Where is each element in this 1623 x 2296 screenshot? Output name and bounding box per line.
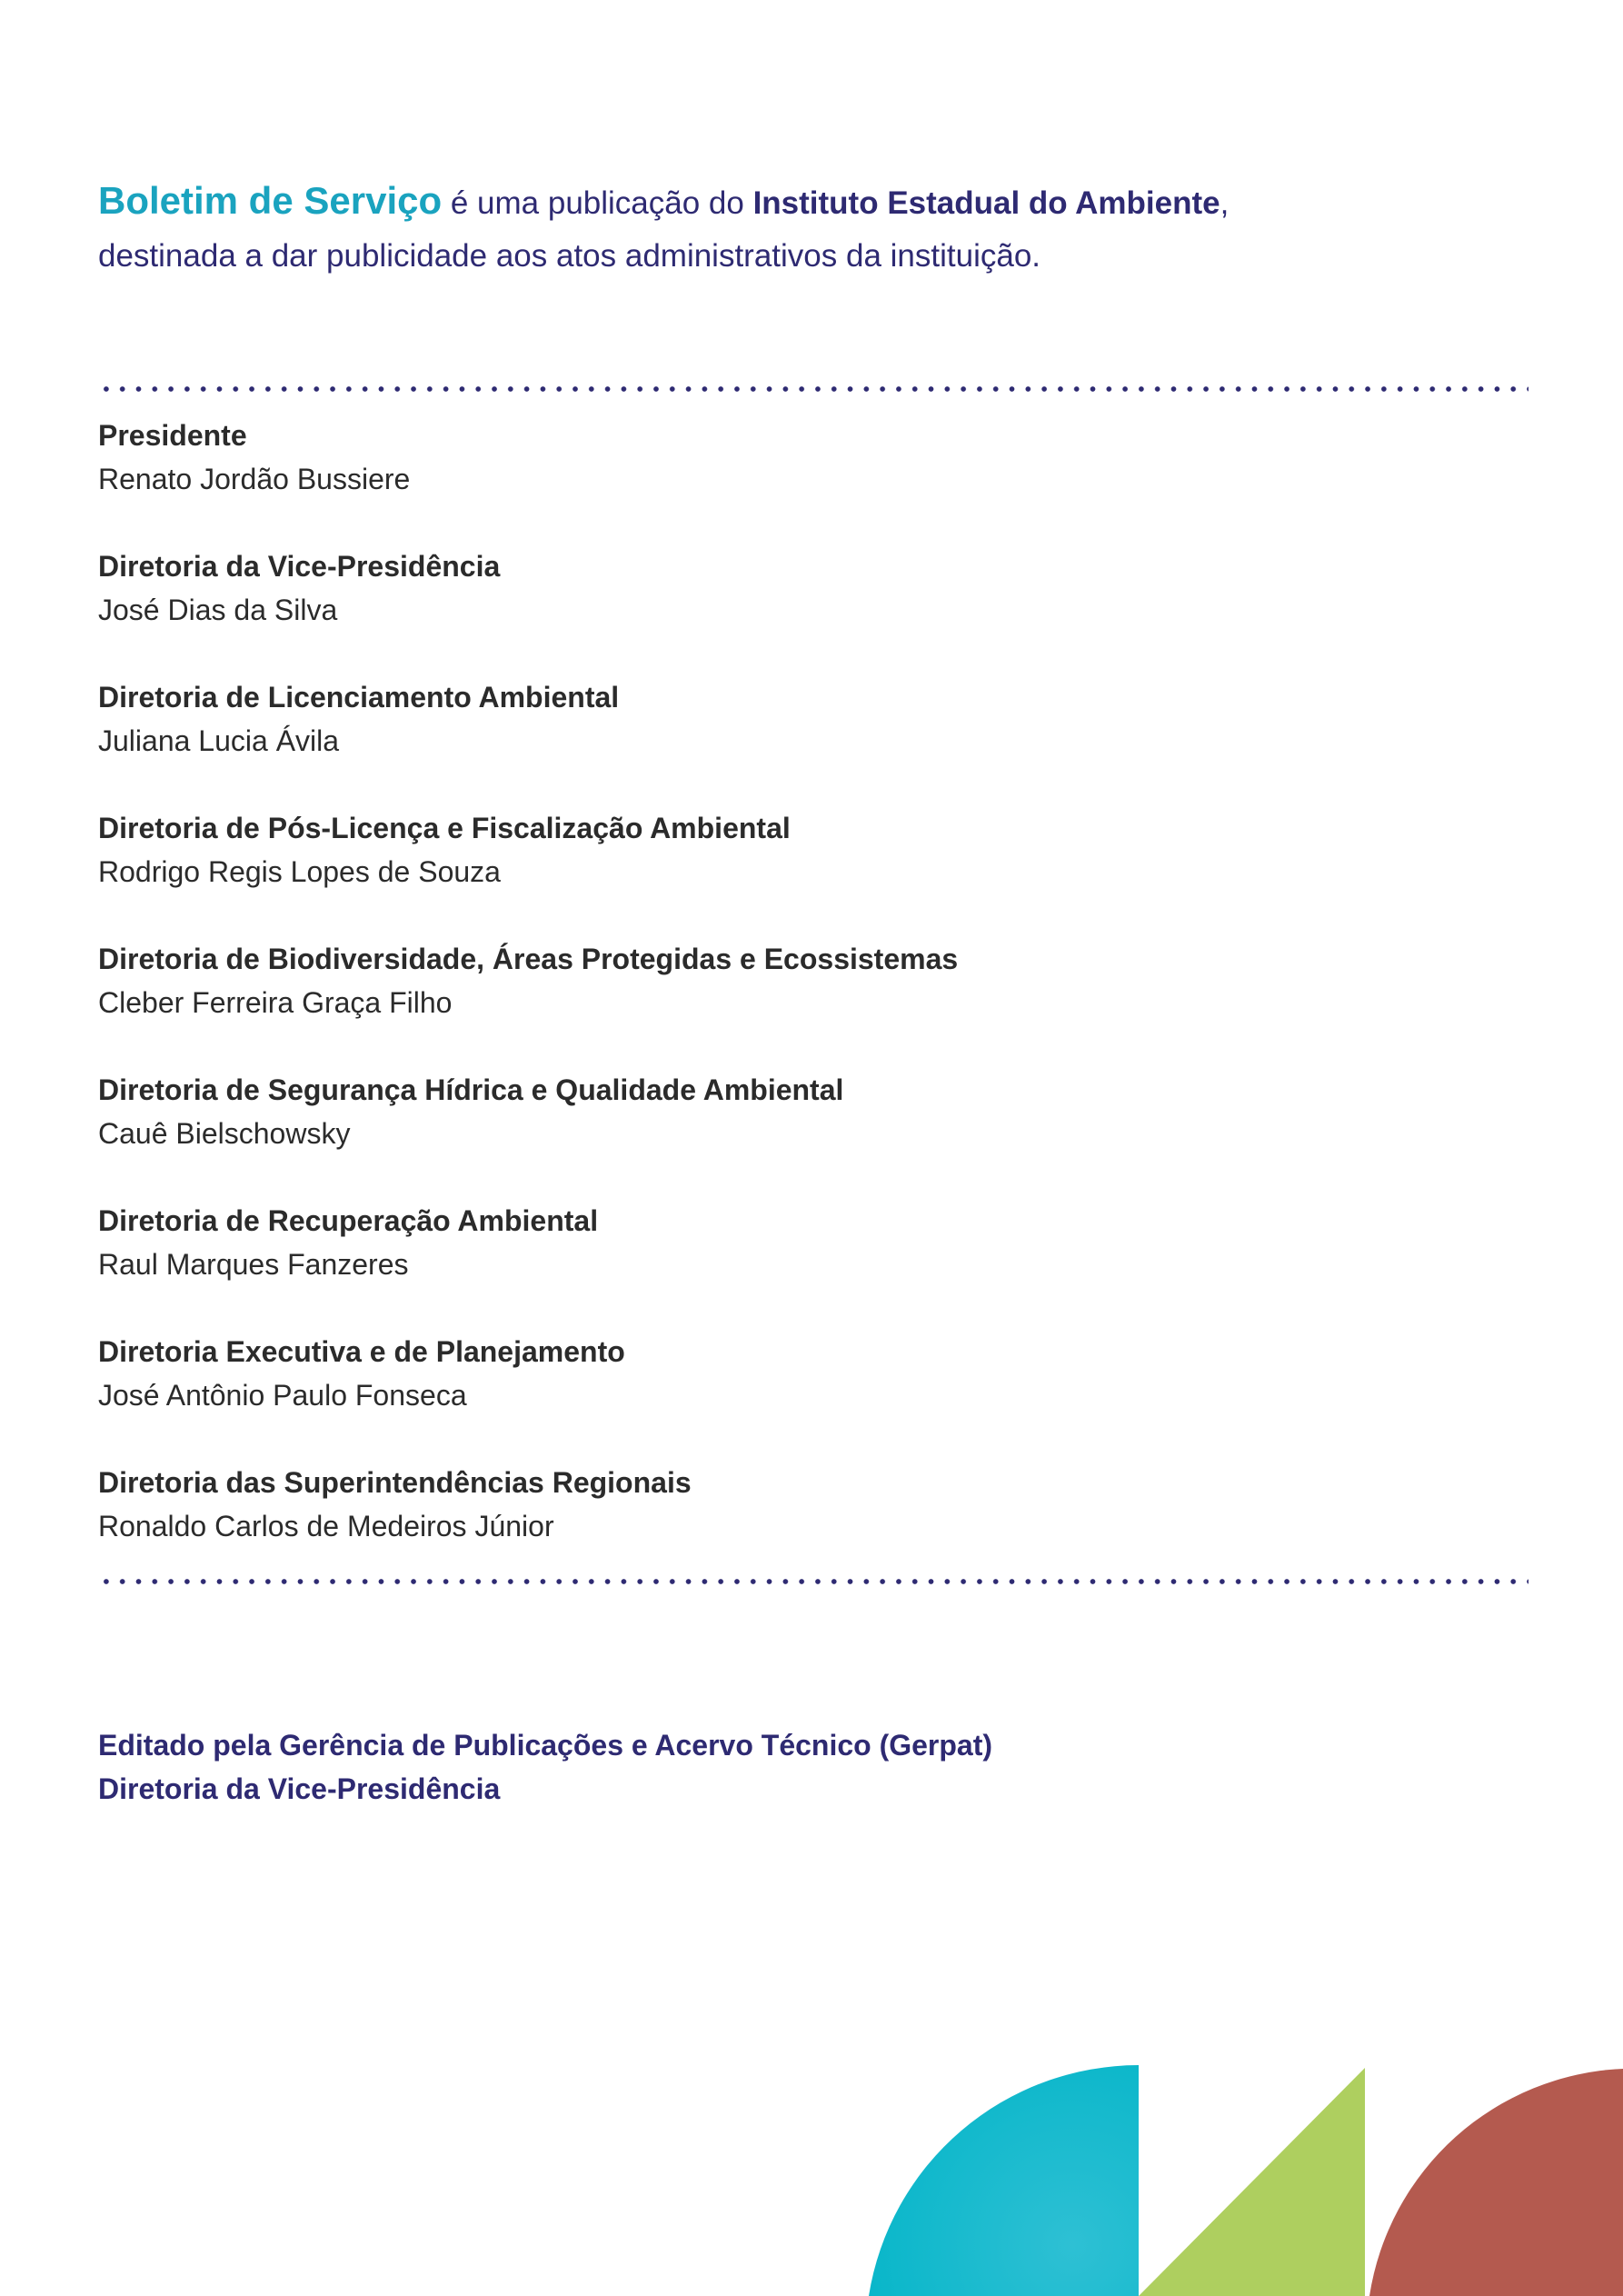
staff-name: Rodrigo Regis Lopes de Souza [98, 855, 501, 888]
staff-name: Renato Jordão Bussiere [98, 463, 411, 495]
staff-name: Ronaldo Carlos de Medeiros Júnior [98, 1510, 554, 1542]
intro-comma: , [1220, 185, 1230, 221]
staff-role: Diretoria das Superintendências Regionais [98, 1466, 692, 1499]
staff-role: Diretoria da Vice-Presidência [98, 550, 501, 583]
department-line: Diretoria da Vice-Presidência [98, 1772, 501, 1805]
publication-title: Boletim de Serviço [98, 179, 443, 222]
staff-role: Diretoria de Pós-Licença e Fiscalização Ambiental [98, 812, 791, 844]
institute-name: Instituto Estadual do Ambiente [752, 185, 1220, 221]
staff-name: José Antônio Paulo Fonseca [98, 1379, 467, 1412]
intro-text: é uma publicação do [442, 185, 753, 221]
green-triangle-shape [1139, 2068, 1365, 2296]
teal-quarter-circle-shape [869, 2065, 1139, 2296]
staff-name: Juliana Lucia Ávila [98, 724, 340, 757]
staff-name: Cauê Bielschowsky [98, 1117, 351, 1150]
staff-name: Raul Marques Fanzeres [98, 1248, 409, 1281]
staff-role: Diretoria de Biodiversidade, Áreas Protegidas e Ecossistemas [98, 943, 959, 975]
edited-by-line: Editado pela Gerência de Publicações e Acervo Técnico (Gerpat) [98, 1729, 993, 1762]
staff-role: Diretoria de Segurança Hídrica e Qualidade Ambiental [98, 1073, 844, 1106]
staff-role: Diretoria de Recuperação Ambiental [98, 1204, 599, 1237]
staff-name: Cleber Ferreira Graça Filho [98, 986, 453, 1019]
staff-role: Diretoria de Licenciamento Ambiental [98, 681, 620, 714]
staff-role: Diretoria Executiva e de Planejamento [98, 1335, 625, 1368]
red-quarter-circle-shape [1369, 2069, 1623, 2296]
intro-line-2: destinada a dar publicidade aos atos administrativos da instituição. [98, 238, 1041, 274]
staff-role: Presidente [98, 419, 247, 452]
staff-name: José Dias da Silva [98, 594, 338, 626]
